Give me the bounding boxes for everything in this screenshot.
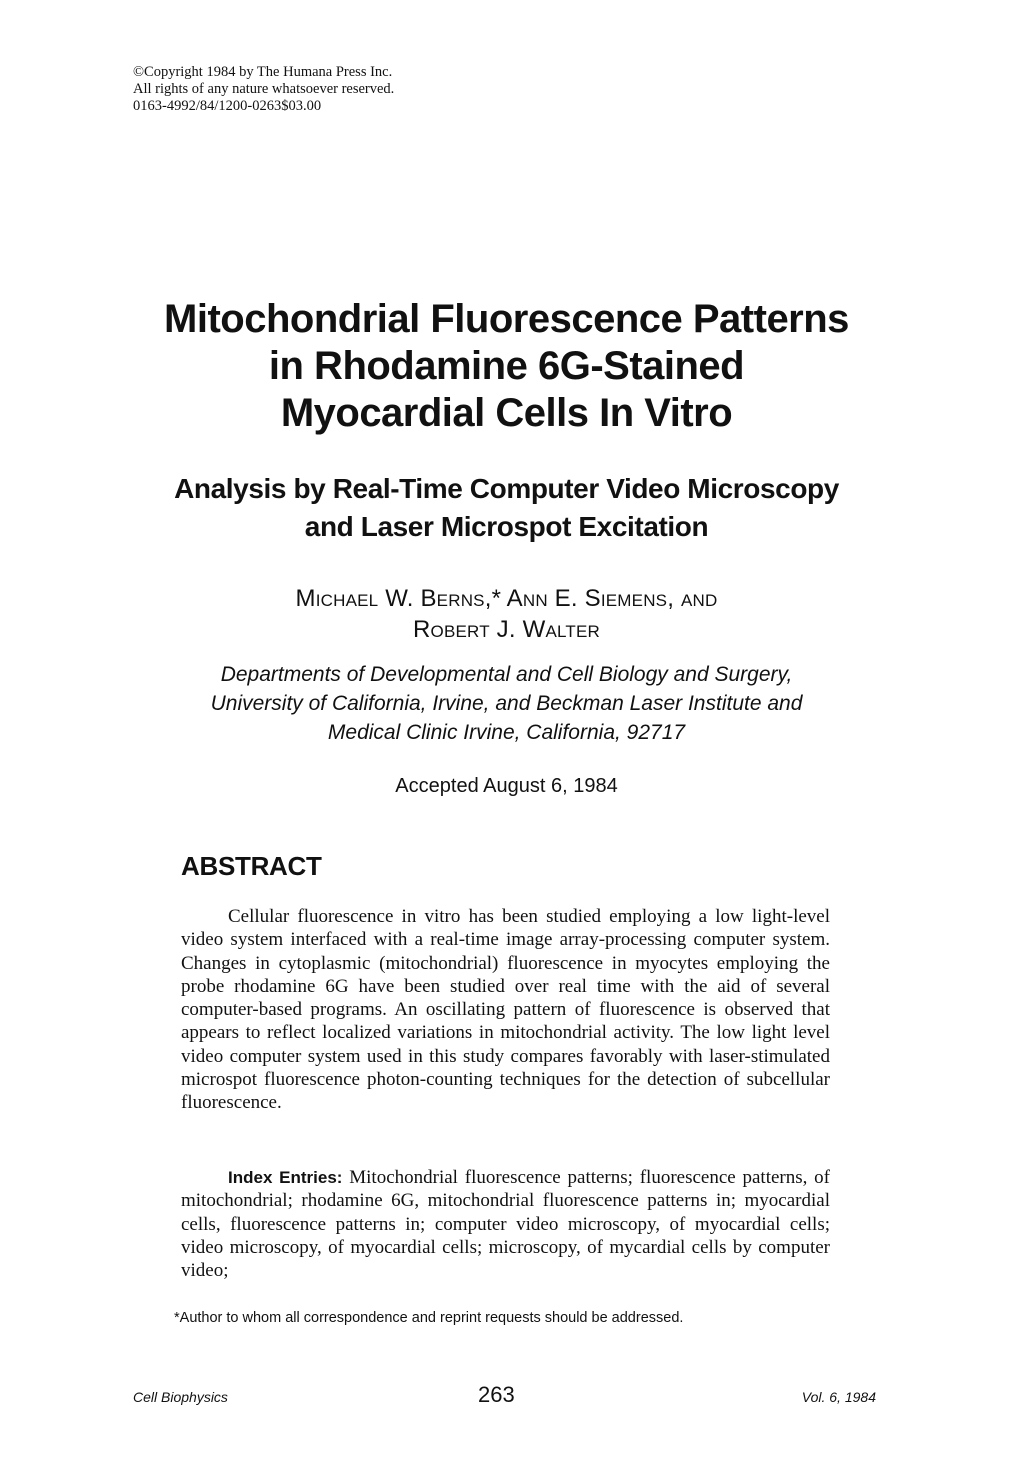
accepted-date: Accepted August 6, 1984 bbox=[395, 775, 618, 797]
affiliation-line: Departments of Developmental and Cell Biology and Surgery, bbox=[220, 663, 793, 686]
abstract-heading: ABSTRACT bbox=[181, 851, 322, 881]
copyright-line: ©Copyright 1984 by The Humana Press Inc. bbox=[133, 64, 393, 80]
title-line: in Rhodamine 6G-Stained bbox=[268, 344, 745, 388]
copyright-line: 0163-4992/84/1200-0263$03.00 bbox=[133, 98, 322, 114]
abstract-paragraph: Cellular fluorescence in vitro has been studied employing a low light-level video system interfaced with a real-time image array-processing computer system. Changes in cytoplasmic (mitochondrial) fluorescence in myocytes employing the probe rhodamine 6G have been studied over real time with the aid of several computer-based programs. An oscillating pattern of fluorescence is observed that appears to reflect localized variations in mitochondrial activity. The low light level video computer system used in this study compares favorably with laser-stimulated microspot fluorescence photon-counting techniques for the detection of subcellular fluorescence. bbox=[181, 906, 830, 1114]
copyright-line: All rights of any nature whatsoever reserved. bbox=[133, 81, 395, 97]
index-entries bbox=[181, 1166, 830, 1282]
title-line: Mitochondrial Fluorescence Patterns bbox=[164, 297, 849, 341]
page-number: 263 bbox=[478, 1382, 515, 1407]
footer-volume: Vol. 6, 1984 bbox=[801, 1389, 876, 1405]
footer-journal-name: Cell Biophysics bbox=[133, 1389, 228, 1405]
paper-title bbox=[0, 296, 1013, 437]
affiliation-line: Medical Clinic Irvine, California, 92717 bbox=[327, 721, 686, 744]
author-line: Robert J. Walter bbox=[413, 616, 600, 643]
abstract-body bbox=[181, 905, 830, 1115]
affiliation-line: University of California, Irvine, and Beckman Laser Institute and bbox=[210, 692, 803, 715]
subtitle-line: Analysis by Real-Time Computer Video Microscopy bbox=[174, 473, 839, 504]
subtitle-line: and Laser Microspot Excitation bbox=[304, 511, 709, 542]
paper-subtitle bbox=[0, 470, 1013, 546]
index-entries-text: Mitochondrial fluorescence patterns; fluorescence patterns, of mitochondrial; rhodamine 6G, mitochondrial fluorescence patterns in; myocardial cells, fluorescence patterns in; computer video microscopy, of myocardial cells; video microscopy, of myocardial cells; microscopy, of mycardial cells by computer video; bbox=[181, 1167, 831, 1282]
title-line: Myocardial Cells In Vitro bbox=[280, 391, 733, 435]
index-entries-label: Index Entries: bbox=[228, 1168, 343, 1187]
corresponding-author-footnote: *Author to whom all correspondence and reprint requests should be addressed. bbox=[174, 1310, 684, 1326]
author-list bbox=[0, 583, 1013, 645]
copyright-notice bbox=[133, 64, 394, 115]
author-line: Michael W. Berns,* Ann E. Siemens, and bbox=[295, 585, 718, 612]
author-affiliation bbox=[0, 660, 1013, 747]
